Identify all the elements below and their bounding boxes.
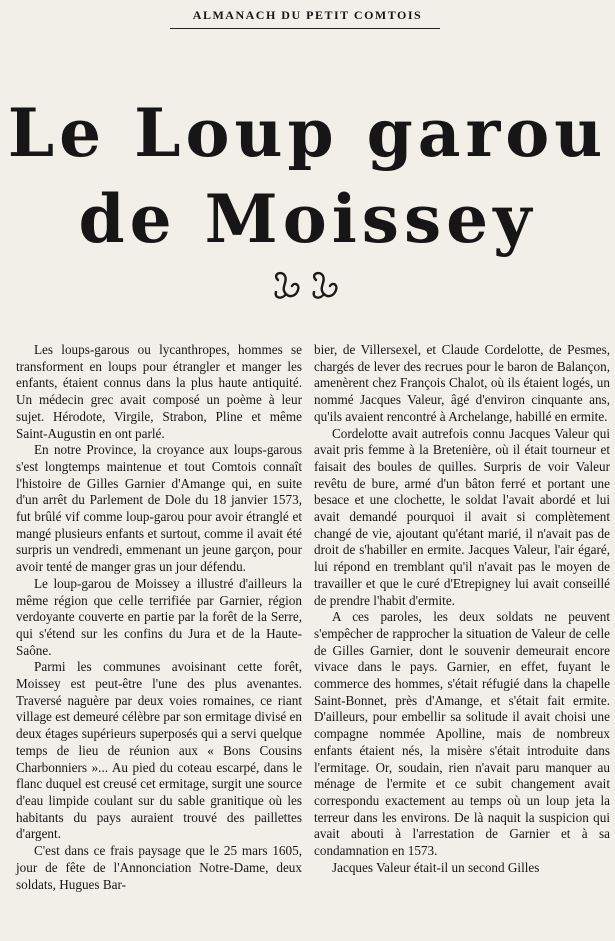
right-paragraph-3: A ces paroles, les deux soldats ne peuvent s'empêcher de rapprocher la situation de Valeur de celle de Gilles Garnier, dont le souvenir demeurait encore vivace dans le pays. Garnier, en effet, fuyant le commerce des hommes, s'était réfugié dans la chapelle Saint-Bonnet, près d'Amange, et s'était fait ermite. D'ailleurs, pour embellir sa solitude il avait choisi une compagne nommée Apolline, mais de nombreux enfants étaient nés, la misère s'était introduite dans l'ermitage. Or, soudain, rien n'avait paru manquer au ménage de l'ermite et ce subit changement avait correspondu exactement au temps où un loup jeta la terreur dans les environs. De là naquit la suspicion qui avait abouti à l'arrestation de Garnier et à sa condamnation en 1573.: [314, 609, 610, 859]
left-paragraph-5: C'est dans ce frais paysage que le 25 mars 1605, jour de fête de l'Annonciation Notre-Dame, deux soldats, Hugues Bar-: [16, 843, 302, 892]
left-paragraph-4: Parmi les communes avoisinant cette forêt, Moissey est peut-être l'une des plus avenantes. Traversé naguère par deux voies romaines, ce riant village est demeuré célèbre par son ermitage divisé en deux étages supérieurs superposés qui a servi quelque temps de lieu de réunion aux « Bons Cousins Charbonniers »... Au pied du coteau escarpé, dans le flanc duquel est creusé cet ermitage, surgit une source d'eau limpide coulant sur du sable granitique où les habitants du pays auraient trouvé des paillettes d'argent.: [16, 659, 302, 842]
left-paragraph-2: En notre Province, la croyance aux loups-garous s'est longtemps maintenue et tout Comtois connaît l'histoire de Gilles Garnier d'Amange qui, en suite d'un arrêt du Parlement de Dole du 18 janvier 1573, fut brûlé vif comme loup-garou pour avoir étranglé et mangé plusieurs enfants et surtout, comme il avait été surpris un vendredi, emmenant un jeune garçon, pour avoir tenté de manger gras un jour défendu.: [16, 442, 302, 575]
article-title-line-2: de Moissey: [78, 180, 537, 258]
right-paragraph-2: Cordelotte avait autrefois connu Jacques Valeur qui avait pris femme à la Bretenière, où il était tourneur et faisait des boules de quilles. Surpris de voir Valeur revêtu de bure, armé d'un bâton ferré et portant une besace et une clochette, le soldat l'avait abordé et lui avait demandé pourquoi il avait si complètement changé de vie, ajoutant qu'étant marié, il n'avait pas de droit de s'habiller en ermite. Jacques Valeur, l'air égaré, lui répond en tremblant qu'il n'avait pas le moyen de travailler et que le curé d'Etrepigney lui avait conseillé de prendre l'habit d'ermite.: [314, 425, 610, 608]
left-column: [16, 342, 302, 893]
article-title-line-1: Le Loup garou: [7, 94, 608, 172]
double-flourish-ornament-icon: [270, 268, 344, 304]
left-paragraph-1: Les loups-garous ou lycanthropes, hommes se transforment en loups pour étrangler et manger les enfants, étaient connus dans la plus haute antiquité. Un médecin grec avait composé un poème à leur sujet. Hérodote, Virgile, Strabon, Pline et même Saint-Augustin en ont parlé.: [16, 342, 302, 441]
right-paragraph-1: bier, de Villersexel, et Claude Cordelotte, de Pesmes, chargés de lever des recrues pour le baron de Balançon, amenèrent chez François Chalot, où ils étaient logés, un nommé Jacques Valeur, âgé d'environ cinquante ans, qu'ils avaient rencontré à Archelange, habillé en ermite.: [314, 342, 610, 424]
left-paragraph-3: Le loup-garou de Moissey a illustré d'ailleurs la même région que celle terrifiée par Garnier, région verdoyante couverte en partie par la forêt de la Serre, qui s'étend sur les confins du Jura et de la Haute-Saône.: [16, 575, 302, 658]
right-paragraph-4: Jacques Valeur était-il un second Gilles: [332, 859, 540, 875]
running-header: ALMANACH DU PETIT COMTOIS: [192, 8, 423, 22]
header-rule: [170, 28, 440, 29]
right-column: [314, 342, 610, 877]
